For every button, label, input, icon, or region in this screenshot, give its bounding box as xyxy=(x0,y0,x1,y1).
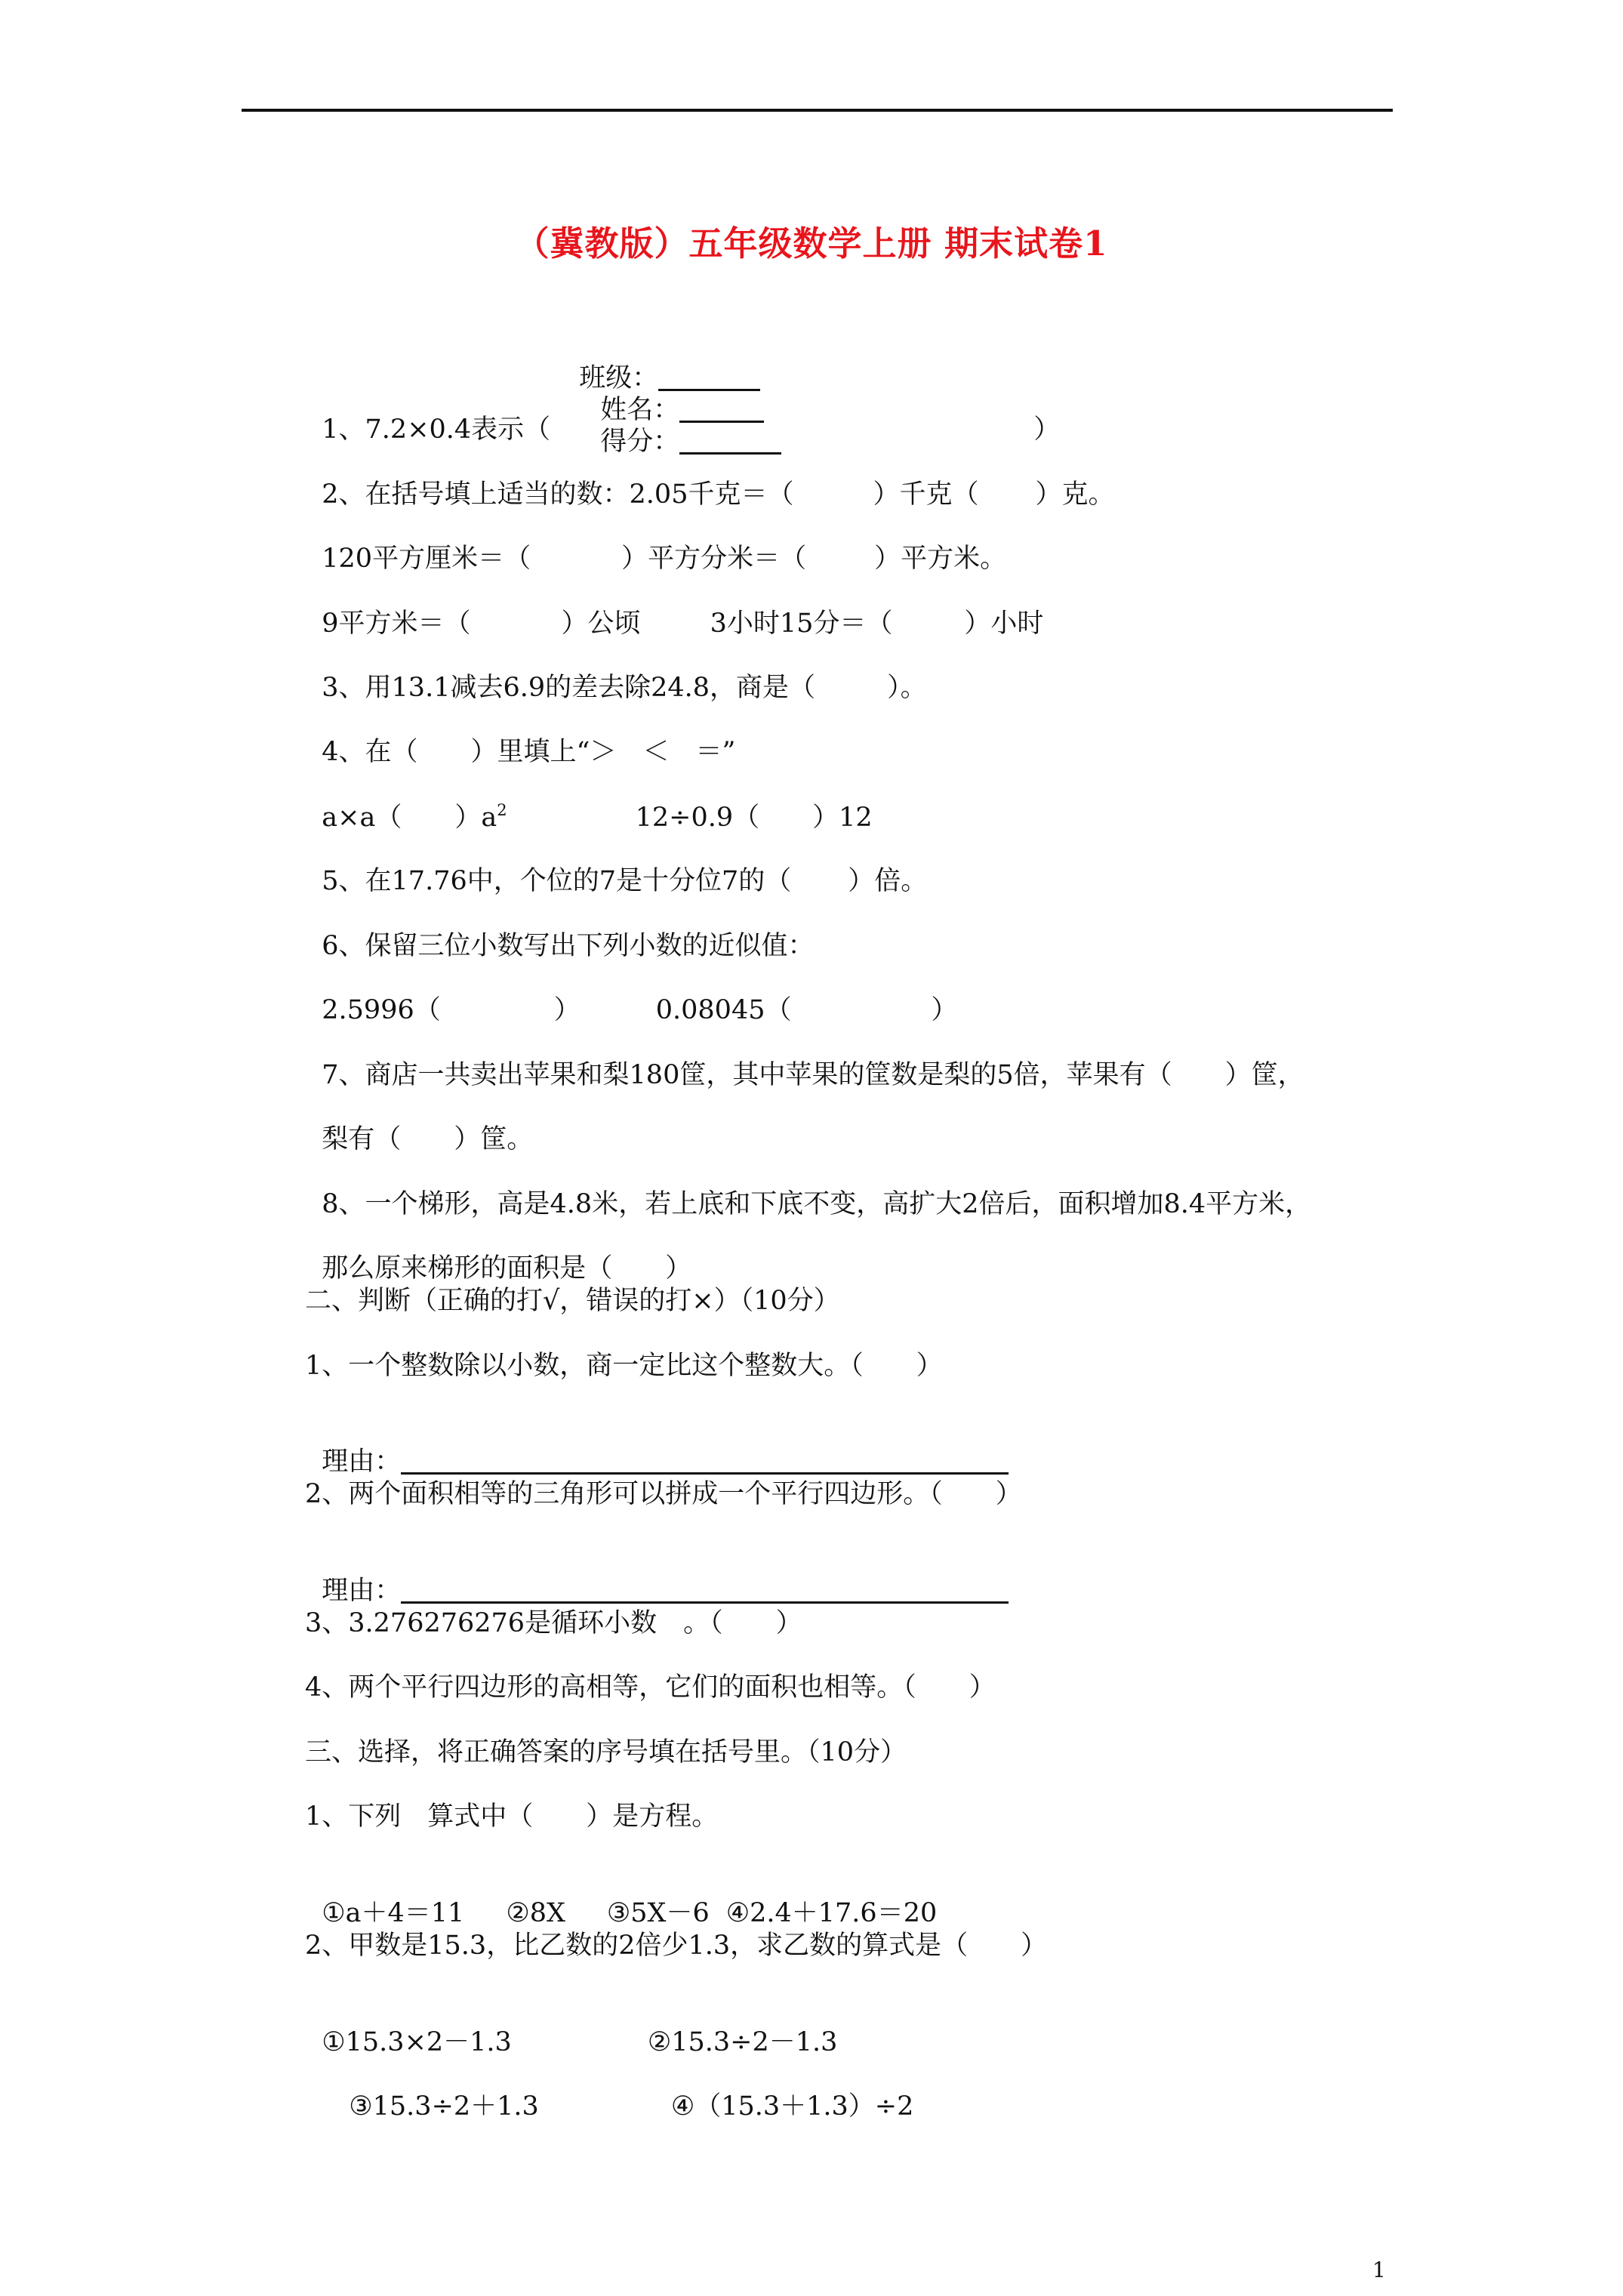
question-5 xyxy=(305,834,927,897)
question-7 xyxy=(305,1028,1304,1091)
q8-text-c: ） xyxy=(665,1253,692,1284)
choice-1-options xyxy=(305,1866,937,1929)
question-3 xyxy=(305,640,927,704)
name-label: 姓名： xyxy=(600,395,680,425)
q7-text-b: ）筐， xyxy=(1224,1060,1304,1090)
q7-text-c: 梨有（ xyxy=(322,1124,402,1154)
q4-text-b: ）里填上“＞ ＜ ＝” xyxy=(470,737,736,767)
q4-item-1a: a×a（ xyxy=(322,803,402,833)
question-8 xyxy=(305,1157,1311,1220)
q7-text-a: 7、商店一共卖出苹果和梨180筐，其中苹果的筐数是梨的5倍，苹果有（ xyxy=(322,1060,1172,1090)
reason-blank-2[interactable] xyxy=(401,1576,1009,1604)
q1-close: ） xyxy=(1033,415,1061,445)
judge-item-1[interactable]: 1、一个整数除以小数，商一定比这个整数大。（ ） xyxy=(305,1351,943,1381)
question-6-items xyxy=(305,963,958,1026)
q3-text-b: ）。 xyxy=(887,673,927,703)
judge-item-2[interactable]: 2、两个面积相等的三角形可以拼成一个平行四边形。（ ） xyxy=(305,1479,1022,1509)
choice-2-option-a[interactable]: ①15.3×2－1.3 xyxy=(322,2027,512,2057)
q2-text-b: ）千克（ xyxy=(873,479,979,510)
header-rule xyxy=(242,109,1393,112)
choice-1-option-c[interactable]: ③5X－6 xyxy=(606,1898,710,1928)
q2-text-h: ）公顷 xyxy=(561,609,641,639)
page-number: 1 xyxy=(1372,2257,1386,2282)
choice-question-1[interactable]: 1、下列 算式中（ ）是方程。 xyxy=(305,1801,719,1832)
question-2-line-2 xyxy=(305,511,1006,575)
question-2-line-3 xyxy=(305,576,1043,639)
choice-question-2[interactable]: 2、甲数是15.3，比乙数的2倍少1.3，求乙数的算式是（ ） xyxy=(305,1931,1048,1961)
q4-superscript: 2 xyxy=(497,801,507,819)
q1-text: 1、7.2×0.4表示（ xyxy=(322,415,551,445)
choice-2-option-b[interactable]: ②15.3÷2－1.3 xyxy=(647,2027,838,2057)
q3-text-a: 3、用13.1减去6.9的差去除24.8，商是（ xyxy=(322,673,816,703)
q5-text-a: 5、在17.76中，个位的7是十分位7的（ xyxy=(322,866,792,896)
reason-blank-1[interactable] xyxy=(401,1447,1009,1475)
q6-item-2b: ） xyxy=(931,995,958,1025)
choice-2-option-c[interactable]: ③15.3÷2＋1.3 xyxy=(349,2091,539,2122)
judge-item-4[interactable]: 4、两个平行四边形的高相等，它们的面积也相等。（ ） xyxy=(305,1672,996,1703)
q2-text-a: 2、在括号填上适当的数：2.05千克＝（ xyxy=(322,479,794,510)
section-3-heading: 三、选择，将正确答案的序号填在括号里。（10分） xyxy=(305,1737,907,1767)
section-2-heading: 二、判断（正确的打√，错误的打×）（10分） xyxy=(305,1286,840,1316)
choice-1-option-d[interactable]: ④2.4＋17.6＝20 xyxy=(725,1898,938,1928)
reason-label-2: 理由： xyxy=(322,1576,402,1606)
q2-text-d: 120平方厘米＝（ xyxy=(322,544,531,574)
class-label: 班级： xyxy=(579,363,659,393)
q4-text-a: 4、在（ xyxy=(322,737,418,767)
score-label: 得分： xyxy=(600,427,680,457)
question-2-line-1 xyxy=(305,447,1115,510)
q6-item-1b: ） xyxy=(553,995,581,1025)
judge-item-3[interactable]: 3、3.276276276是循环小数 。（ ） xyxy=(305,1608,802,1638)
q6-item-2a: 0.08045（ xyxy=(655,995,792,1025)
choice-2-option-d[interactable]: ④（15.3＋1.3）÷2 xyxy=(670,2091,914,2122)
q2-text-e: ）平方分米＝（ xyxy=(621,544,807,574)
q4-item-1b: ）a xyxy=(454,803,497,833)
q6-item-1a: 2.5996（ xyxy=(322,995,441,1025)
choice-2-options-row-2 xyxy=(332,2059,913,2122)
question-7-line-2 xyxy=(305,1092,533,1155)
q2-text-f: ）平方米。 xyxy=(874,544,1007,574)
question-4 xyxy=(305,704,735,768)
q2-text-j: ）小时 xyxy=(964,609,1044,639)
reason-line-2 xyxy=(305,1543,1009,1607)
q7-text-d: ）筐。 xyxy=(454,1124,534,1154)
choice-2-options-row-1 xyxy=(305,1995,837,2058)
question-8-line-2 xyxy=(305,1221,691,1284)
q4-item-2b: ）12 xyxy=(812,803,873,833)
q8-text-b: 那么原来梯形的面积是（ xyxy=(322,1253,613,1284)
q2-text-c: ）克。 xyxy=(1035,479,1115,510)
choice-1-option-a[interactable]: ①a＋4＝11 xyxy=(322,1898,465,1928)
q5-text-b: ）倍。 xyxy=(848,866,928,896)
question-4-items xyxy=(305,769,873,834)
page-title: （冀教版）五年级数学上册 期末试卷1 xyxy=(515,223,1108,264)
reason-line-1 xyxy=(305,1414,1009,1478)
q2-text-i: 3小时15分＝（ xyxy=(710,609,893,639)
choice-1-option-b[interactable]: ②8X xyxy=(506,1898,565,1928)
q2-text-g: 9平方米＝（ xyxy=(322,609,471,639)
q4-item-2a: 12÷0.9（ xyxy=(635,803,760,833)
question-6 xyxy=(305,898,815,962)
reason-label-1: 理由： xyxy=(322,1447,402,1477)
q8-text-a: 8、一个梯形，高是4.8米，若上底和下底不变，高扩大2倍后，面积增加8.4平方米， xyxy=(322,1189,1312,1219)
question-1 xyxy=(305,382,1060,445)
q6-text: 6、保留三位小数写出下列小数的近似值： xyxy=(322,931,815,961)
